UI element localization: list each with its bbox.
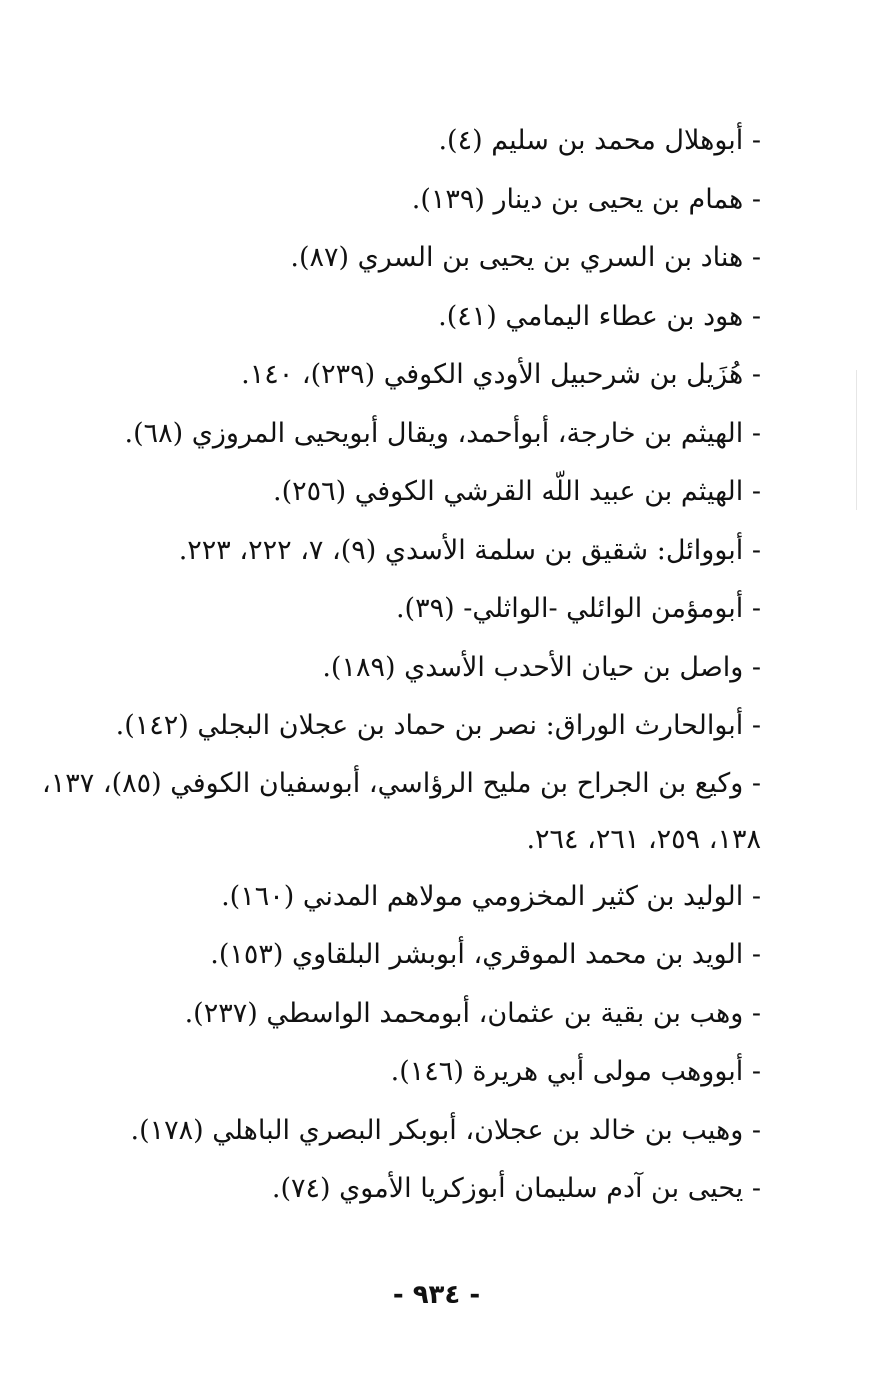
index-entry: - أبووهب مولى أبي هريرة (١٤٦). (390, 1056, 761, 1087)
index-entry: - أبوالحارث الوراق: نصر بن حماد بن عجلان البجلي (١٤٢). (115, 710, 761, 741)
index-entry: - هناد بن السري بن يحيى بن السري (٨٧). (290, 242, 761, 273)
index-entry: - همام بن يحيى بن دينار (١٣٩). (411, 183, 761, 215)
index-entry: - وهيب بن خالد بن عجلان، أبوبكر البصري الباهلي (١٧٨). (130, 1114, 761, 1146)
index-entry: - أبووائل: شقيق بن سلمة الأسدي (٩)، ٧، ٢٢٢، ٢٢٣. (178, 534, 761, 566)
index-entry: - الهيثم بن عبيد اللّه القرشي الكوفي (٢٥٦). (272, 476, 761, 507)
index-entry: - الوليد بن كثير المخزومي مولاهم المدني (١٦٠). (221, 880, 761, 912)
index-entry-list (41, 112, 761, 1219)
index-entry: - أبومؤمن الوائلي -الواثلي- (٣٩). (395, 593, 761, 624)
index-entry: - هُزَيل بن شرحبيل الأودي الكوفي (٢٣٩)، ١٤٠. (241, 359, 761, 390)
page-number: - ٩٣٤ - (392, 1280, 481, 1310)
index-entry: - الويد بن محمد الموقري، أبوبشر البلقاوي (١٥٣). (210, 939, 761, 970)
index-entry: - أبوهلال محمد بن سليم (٤). (438, 125, 761, 156)
index-entry: - الهيثم بن خارجة، أبوأحمد، ويقال أبويحيى المروزي (٦٨). (124, 417, 761, 449)
index-entry: - يحيى بن آدم سليمان أبوزكريا الأموي (٧٤). (271, 1173, 761, 1204)
index-entry: - وكيع بن الجراح بن مليح الرؤاسي، أبوسفيان الكوفي (٨٥)، ١٣٧، ١٣٨، ٢٥٩، ٢٦١، ٢٦٤. (42, 767, 761, 855)
index-entry: - هود بن عطاء اليمامي (٤١). (438, 300, 761, 332)
index-entry: - وهب بن بقية بن عثمان، أبومحمد الواسطي (٢٣٧). (184, 997, 761, 1029)
scan-edge-line (856, 370, 857, 510)
index-entry: - واصل بن حيان الأحدب الأسدي (١٨٩). (322, 651, 761, 683)
